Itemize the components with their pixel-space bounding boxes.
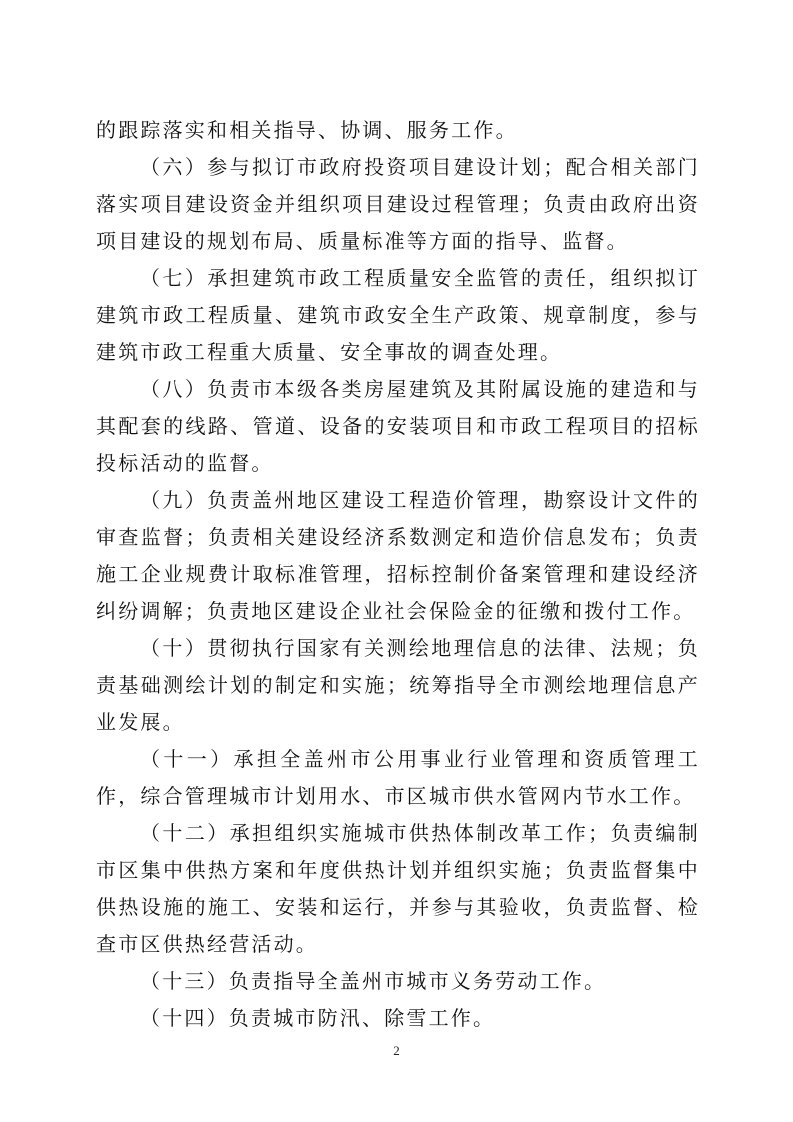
paragraph-item-7: （七）承担建筑市政工程质量安全监管的责任，组织拟订建筑市政工程质量、建筑市政安全生产政策、规章制度，参与建筑市政工程重大质量、安全事故的调查处理。 (96, 266, 700, 364)
paragraph-item-12: （十二）承担组织实施城市供热体制改革工作；负责编制市区集中供热方案和年度供热计划并组织实施；负责监督集中供热设施的施工、安装和运行，并参与其验收，负责监督、检查市区供热经营活动。 (96, 821, 700, 956)
paragraph-item-13: （十三）负责指导全盖州市城市义务劳动工作。 (140, 969, 607, 993)
paragraph-item-10: （十）贯彻执行国家有关测绘地理信息的法律、法规；负责基础测绘计划的制定和实施；统筹指导全市测绘地理信息产业发展。 (96, 636, 700, 734)
paragraph-item-11: （十一）承担全盖州市公用事业行业管理和资质管理工作，综合管理城市计划用水、市区城市供水管网内节水工作。 (96, 747, 700, 808)
paragraph-item-9: （九）负责盖州地区建设工程造价管理，勘察设计文件的审查监督；负责相关建设经济系数测定和造价信息发布；负责施工企业规费计取标准管理，招标控制价备案管理和建设经济纠纷调解；负责地区建设企业社会保险金的征缴和拨付工作。 (96, 488, 700, 623)
paragraph-item-6: （六）参与拟订市政府投资项目建设计划；配合相关部门落实项目建设资金并组织项目建设过程管理；负责由政府出资项目建设的规划布局、质量标准等方面的指导、监督。 (96, 155, 700, 253)
page-number: 2 (393, 1043, 400, 1058)
paragraph-item-8: （八）负责市本级各类房屋建筑及其附属设施的建造和与其配套的线路、管道、设备的安装项目和市政工程项目的招标投标活动的监督。 (96, 377, 700, 475)
paragraph-item-14: （十四）负责城市防汛、除雪工作。 (140, 1006, 496, 1030)
document-body (96, 112, 700, 1037)
paragraph-continuation: 的跟踪落实和相关指导、协调、服务工作。 (96, 118, 518, 142)
